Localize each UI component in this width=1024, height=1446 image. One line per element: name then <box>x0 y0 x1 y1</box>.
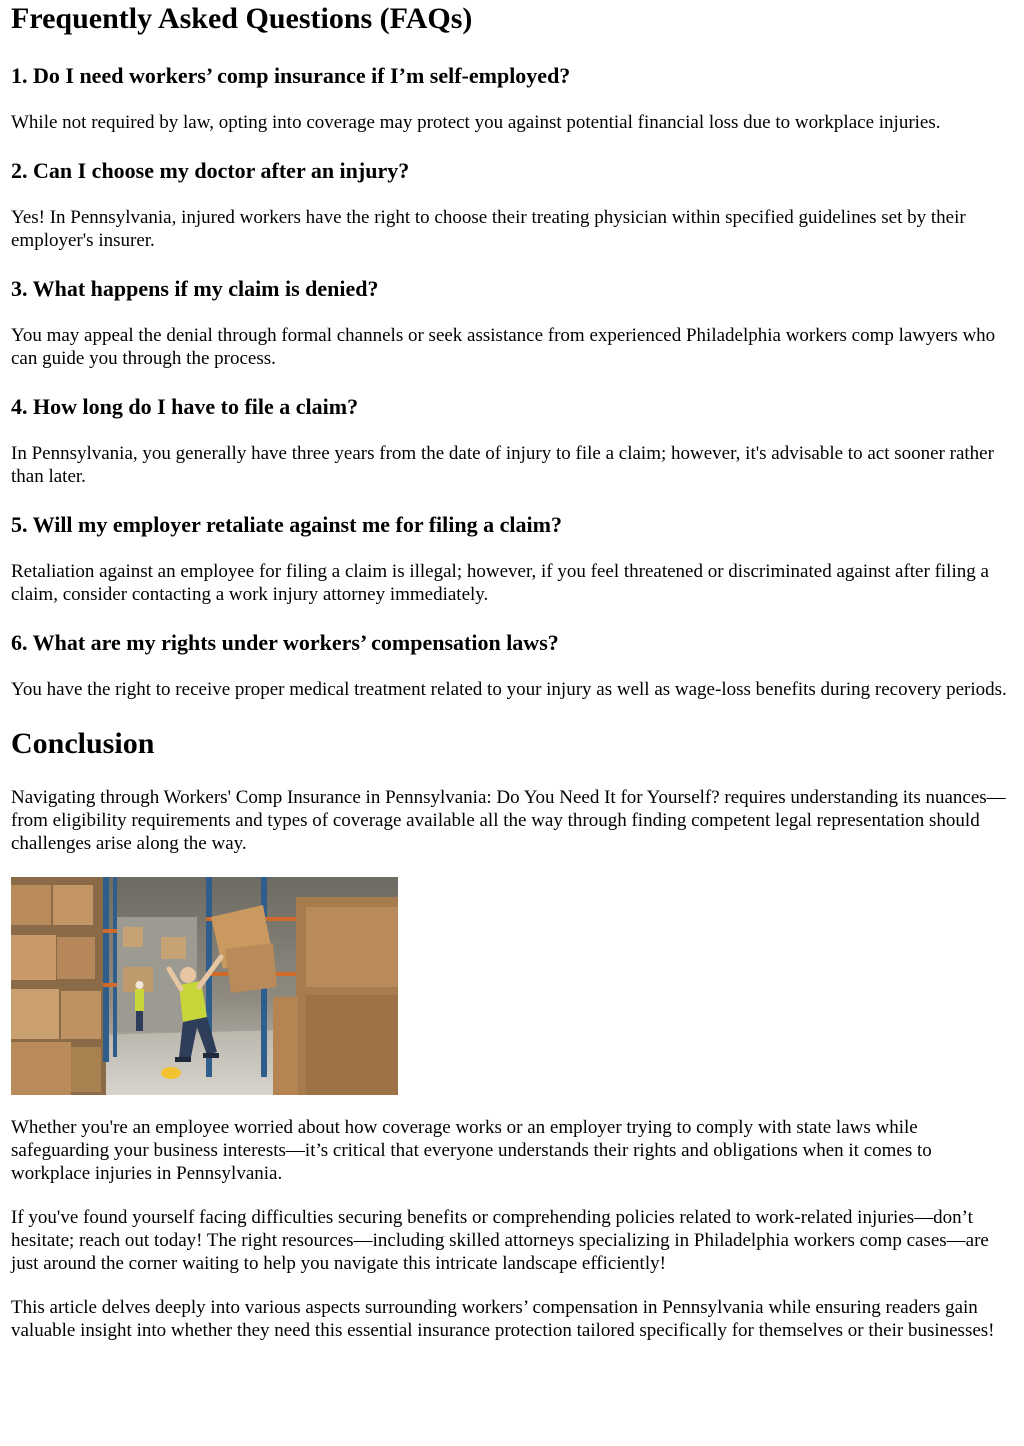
faq-answer: You have the right to receive proper medical treatment related to your injury as well as wage-loss benefits during recovery periods. <box>11 679 1007 700</box>
faq-answer: While not required by law, opting into coverage may protect you against potential financial loss due to workplace injuries. <box>11 112 941 133</box>
faq-answer: You may appeal the denial through formal channels or seek assistance from experienced Philadelphia workers comp lawyers who can guide you through the process. <box>11 325 996 369</box>
faq-answer: In Pennsylvania, you generally have three years from the date of injury to file a claim; however, it's advisable to act sooner rather than later. <box>11 443 994 487</box>
conclusion-heading: Conclusion <box>11 727 155 760</box>
faq-question: 2. Can I choose my doctor after an injury? <box>11 158 410 183</box>
faq-question: 5. Will my employer retaliate against me for filing a claim? <box>11 512 562 537</box>
faq-answer: Retaliation against an employee for filing a claim is illegal; however, if you feel threatened or discriminated against after filing a claim, consider contacting a work injury attorney immediately. <box>11 561 989 605</box>
faq-question: 3. What happens if my claim is denied? <box>11 276 379 301</box>
faq-answer: Yes! In Pennsylvania, injured workers have the right to choose their treating physician within specified guidelines set by their employer's insurer. <box>11 207 966 251</box>
article-content <box>11 0 1015 1342</box>
conclusion-paragraph: Whether you're an employee worried about how coverage works or an employer trying to comply with state laws while safeguarding your business interests—it’s critical that everyone understands their rights and obligations when it comes to workplace injuries in Pennsylvania. <box>11 1117 932 1184</box>
conclusion-intro: Navigating through Workers' Comp Insurance in Pennsylvania: Do You Need It for Yourself? requires understanding its nuances—from eligibility requirements and types of coverage available all the way through finding competent legal representation should challenges arise along the way. <box>11 787 1006 854</box>
faq-question: 4. How long do I have to file a claim? <box>11 394 359 419</box>
faq-heading: Frequently Asked Questions (FAQs) <box>11 2 473 35</box>
faq-list <box>11 62 1015 701</box>
faq-question: 1. Do I need workers’ comp insurance if I’m self-employed? <box>11 63 571 88</box>
warehouse-injury-photo <box>11 877 398 1095</box>
faq-question: 6. What are my rights under workers’ compensation laws? <box>11 630 559 655</box>
conclusion-paragraph: If you've found yourself facing difficulties securing benefits or comprehending policies related to work-related injuries—don’t hesitate; reach out today! The right resources—including skilled attorneys specializing in Philadelphia workers comp cases—are just around the corner waiting to help you navigate this intricate landscape efficiently! <box>11 1207 989 1274</box>
conclusion-paragraph: This article delves deeply into various aspects surrounding workers’ compensation in Pennsylvania while ensuring readers gain valuable insight into whether they need this essential insurance protection tailored specifically for themselves or their businesses! <box>11 1297 995 1341</box>
